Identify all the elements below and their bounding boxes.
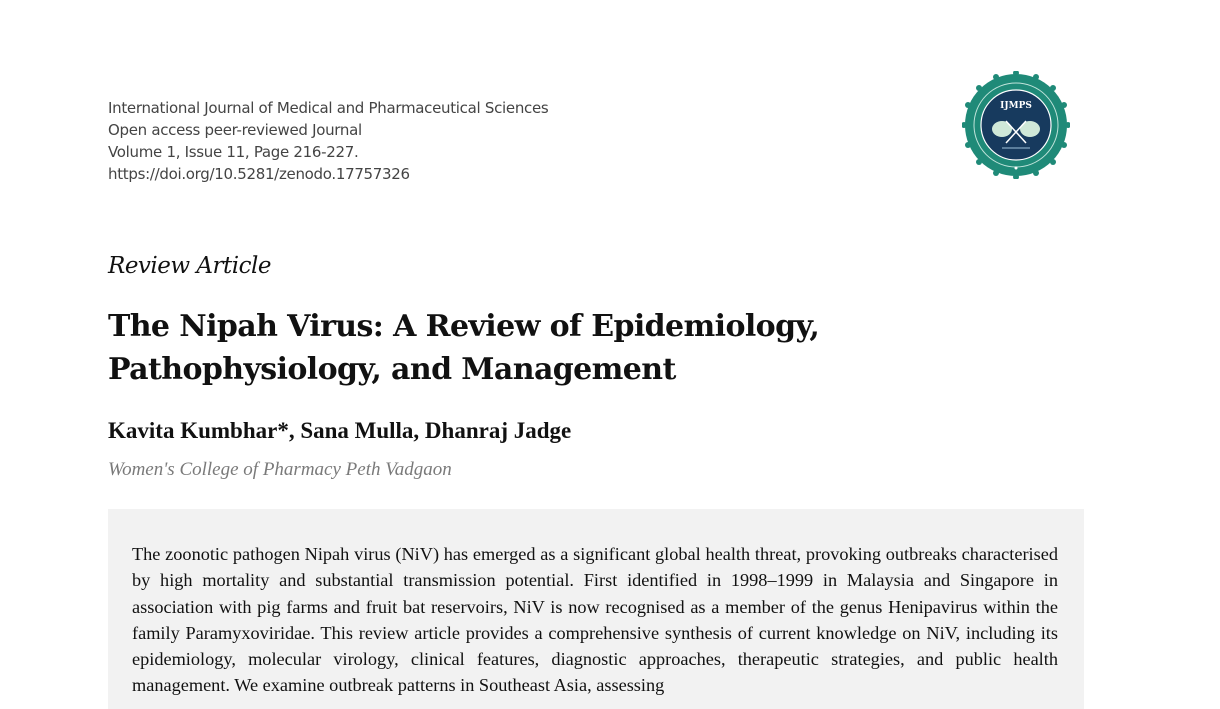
authors: Kavita Kumbhar*, Sana Mulla, Dhanraj Jadge — [108, 418, 572, 443]
journal-volume: Volume 1, Issue 11, Page 216-227. — [108, 143, 359, 161]
journal-info — [108, 97, 548, 185]
journal-access: Open access peer-reviewed Journal — [108, 121, 362, 139]
article-title: The Nipah Virus: A Review of Epidemiology, Pathophysiology, and Management — [108, 309, 820, 387]
abstract-box — [108, 509, 1084, 709]
affiliation: Women's College of Pharmacy Peth Vadgaon — [108, 459, 452, 480]
article-type: Review Article — [108, 253, 271, 279]
doi-link[interactable]: https://doi.org/10.5281/zenodo.17757326 — [108, 165, 410, 183]
abstract-text: The zoonotic pathogen Nipah virus (NiV) has emerged as a significant global health threat, provoking outbreaks characterised by high mortality and substantial transmission potential. First identified in 1998–1999 in Malaysia and Singapore in association with pig farms and fruit bat reservoirs, NiV is now recognised as a member of the genus Henipavirus within the family Paramyxoviridae. This review article provides a comprehensive synthesis of current knowledge on NiV, including its epidemiology, molecular virology, clinical features, diagnostic approaches, therapeutic strategies, and public health management. We examine outbreak patterns in Southeast Asia, assessing — [132, 544, 1058, 696]
journal-logo-icon — [962, 71, 1070, 179]
svg-text:IJMPS: IJMPS — [1000, 101, 1032, 111]
journal-name: International Journal of Medical and Pharmaceutical Sciences — [108, 99, 549, 117]
